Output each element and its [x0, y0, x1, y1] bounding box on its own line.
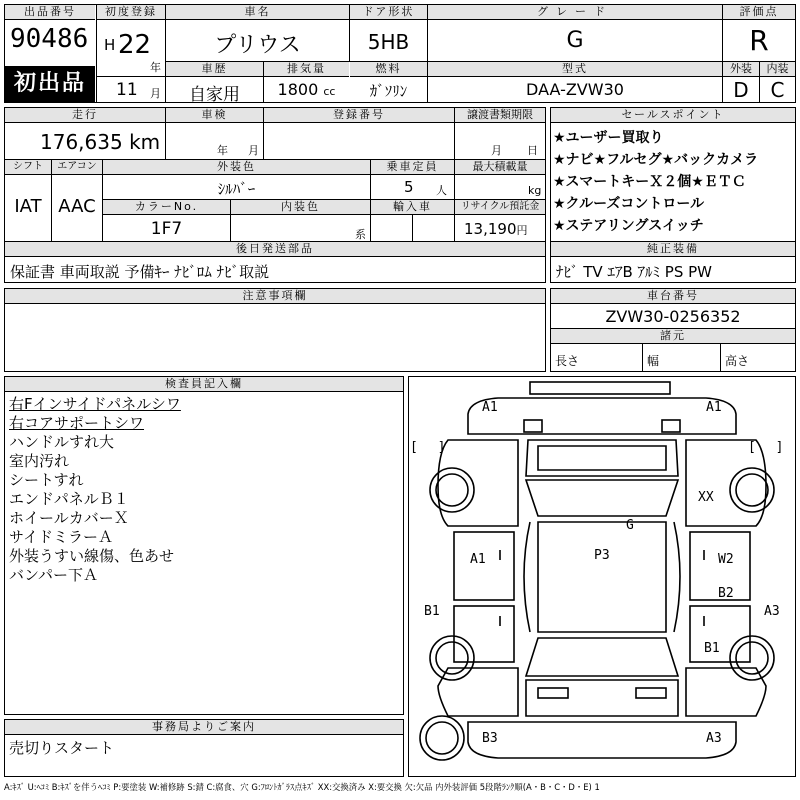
- color-no: 1F7: [150, 219, 183, 239]
- grade: G: [566, 28, 584, 53]
- equipment-label: 純正装備: [551, 242, 795, 257]
- capacity-unit: 人: [436, 184, 447, 197]
- era: H: [104, 36, 116, 54]
- inspector-note: 右コアサポートシワ: [9, 414, 145, 432]
- legend: A:ｷｽﾞ U:ﾍｺﾐ B:ｷｽﾞを伴うﾍｺﾐ P:要塗装 W:補修跡 S:錆 C:腐食、穴 G:ﾌﾛﾝﾄｶﾞﾗｽ点ｷｽﾞ XX:交換済み X:要交換 欠:欠品 内外装評価 5段階ﾗﾝｸ順(A・B・C・D・E) 1: [4, 782, 600, 792]
- inspector-label: 検査員記入欄: [5, 377, 403, 392]
- load-unit: kg: [528, 184, 542, 197]
- chassis-number: ZVW30-0256352: [605, 307, 741, 326]
- import-label: 輸入車: [371, 200, 454, 215]
- color-no-label: カラーNo.: [103, 200, 230, 215]
- inspection-month-unit: 月: [248, 144, 259, 157]
- fuel-label: 燃料: [350, 62, 427, 77]
- car-name: プリウス: [214, 33, 301, 58]
- car-name-label: 車名: [166, 5, 349, 20]
- damage-mark: A1: [706, 400, 722, 415]
- displacement-value: 1800: [277, 80, 319, 99]
- door-label: ドア形状: [350, 5, 427, 20]
- model-label: 型式: [428, 62, 722, 77]
- reg-month: 11: [116, 80, 138, 100]
- sales-point-item: ★ナビ★フルセグ★バックカメラ: [553, 152, 759, 168]
- shift-label: シフト: [5, 160, 51, 175]
- sales-point-item: ★スマートキーＸ２個★ＥＴＣ: [553, 174, 746, 190]
- first-listing-badge: 初出品: [5, 66, 95, 102]
- damage-mark: B2: [718, 586, 734, 601]
- score-label: 評価点: [723, 5, 795, 20]
- caution-label: 注意事項欄: [5, 289, 545, 304]
- recycle-label: リサイクル預託金: [455, 200, 545, 215]
- reg-no-label: 登録番号: [264, 108, 454, 123]
- inspector-note: バンパー下Ａ: [9, 566, 98, 584]
- displacement: [264, 80, 349, 99]
- height-label: 高さ: [725, 354, 750, 368]
- inspection-year-unit: 年: [217, 144, 228, 157]
- transfer-label: 譲渡書類期限: [455, 108, 545, 123]
- damage-mark: W2: [718, 552, 734, 567]
- damage-mark: A1: [482, 400, 498, 415]
- capacity-label: 乗車定員: [371, 160, 454, 175]
- inspector-note: 右Fインサイドパネルシワ: [9, 395, 181, 413]
- int-color-unit: 系: [355, 228, 366, 241]
- chassis-label: 車台番号: [551, 289, 795, 304]
- load-label: 最大積載量: [455, 160, 545, 175]
- mileage: [40, 130, 160, 154]
- history-label: 車歴: [166, 62, 263, 77]
- front-bumper-part: [530, 382, 670, 394]
- recycle-unit: 円: [516, 224, 528, 237]
- lot-no-label: 出品番号: [5, 5, 95, 20]
- ac: AAC: [58, 196, 96, 217]
- inspector-note: 室内汚れ: [9, 452, 70, 470]
- car-diagram: [408, 376, 796, 777]
- recycle-value: 13,190: [464, 220, 517, 238]
- sales-point-item: ★ユーザー買取り: [553, 130, 664, 146]
- exterior-score: D: [733, 78, 749, 102]
- damage-mark: B3: [482, 731, 498, 746]
- displacement-unit: cc: [323, 85, 336, 98]
- office-label: 事務局よりご案内: [5, 720, 403, 735]
- inspector-note: サイドミラーＡ: [9, 528, 113, 546]
- office-text: 売切りスタート: [9, 739, 115, 757]
- later-parts: 保証書 車両取説 予備ｷｰ ﾅﾋﾞﾛﾑ ﾅﾋﾞ取説: [10, 263, 270, 281]
- interior-score: C: [770, 78, 785, 102]
- reg-year: 22: [118, 30, 152, 60]
- inspector-note: エンドパネルＢ１: [9, 490, 129, 508]
- damage-mark: B1: [424, 604, 440, 619]
- damage-mark: G: [626, 518, 634, 533]
- sales-point-item: ★ステアリングスイッチ: [553, 218, 704, 234]
- exterior-label: 外装: [723, 62, 759, 77]
- length-label: 長さ: [555, 354, 580, 368]
- dims-label: 諸元: [551, 329, 795, 344]
- sales-point-list: [553, 127, 795, 237]
- fuel: ｶﾞｿﾘﾝ: [369, 82, 408, 100]
- displacement-label: 排気量: [264, 62, 349, 77]
- reg-year-unit: 年: [150, 61, 161, 74]
- damage-bracket: [ ]: [748, 440, 790, 455]
- model: DAA-ZVW30: [526, 80, 624, 99]
- lot-no: 90486: [10, 24, 89, 54]
- inspector-notes: [9, 395, 399, 585]
- damage-mark: XX: [698, 490, 714, 505]
- reg-month-unit: 月: [150, 87, 161, 100]
- capacity: 5: [404, 178, 414, 196]
- damage-mark: A3: [706, 731, 722, 746]
- sales-point-item: ★クルーズコントロール: [553, 196, 705, 212]
- mileage-value: 176,635: [40, 130, 123, 154]
- damage-mark: A1: [470, 552, 486, 567]
- damage-mark: B1: [704, 641, 720, 656]
- ac-label: エアコン: [52, 160, 102, 175]
- door: 5HB: [367, 30, 410, 54]
- shift: IAT: [14, 196, 42, 217]
- int-color-label: 内装色: [231, 200, 370, 215]
- transfer-month-unit: 月: [491, 144, 502, 157]
- ext-color: ｼﾙﾊﾞｰ: [217, 180, 256, 198]
- ext-color-label: 外装色: [103, 160, 370, 175]
- inspector-note: ハンドルすれ大: [9, 433, 115, 451]
- inspector-note: ホイールカバーＸ: [9, 509, 129, 527]
- damage-mark: A3: [764, 604, 780, 619]
- transfer-day-unit: 日: [527, 144, 538, 157]
- recycle: [464, 220, 528, 238]
- mileage-label: 走行: [5, 108, 165, 123]
- inspection-label: 車検: [166, 108, 263, 123]
- front-panel-part: [468, 398, 736, 434]
- later-parts-label: 後日発送部品: [5, 242, 545, 257]
- history: 自家用: [189, 85, 240, 105]
- grade-label: グレード: [428, 5, 722, 20]
- damage-bracket: [ ]: [410, 440, 452, 455]
- equipment: ﾅﾋﾞ TV ｴｱB ｱﾙﾐ PS PW: [556, 263, 712, 281]
- inspector-note: 外装うすい線傷、色あせ: [9, 547, 175, 565]
- sales-point-label: セールスポイント: [551, 108, 795, 123]
- mileage-unit: km: [129, 130, 161, 154]
- first-reg-label: 初度登録: [97, 5, 165, 20]
- damage-mark: P3: [594, 548, 610, 563]
- interior-label: 内装: [760, 62, 795, 77]
- score: R: [749, 24, 769, 57]
- width-label: 幅: [647, 354, 660, 368]
- inspector-note: シートすれ: [9, 471, 84, 489]
